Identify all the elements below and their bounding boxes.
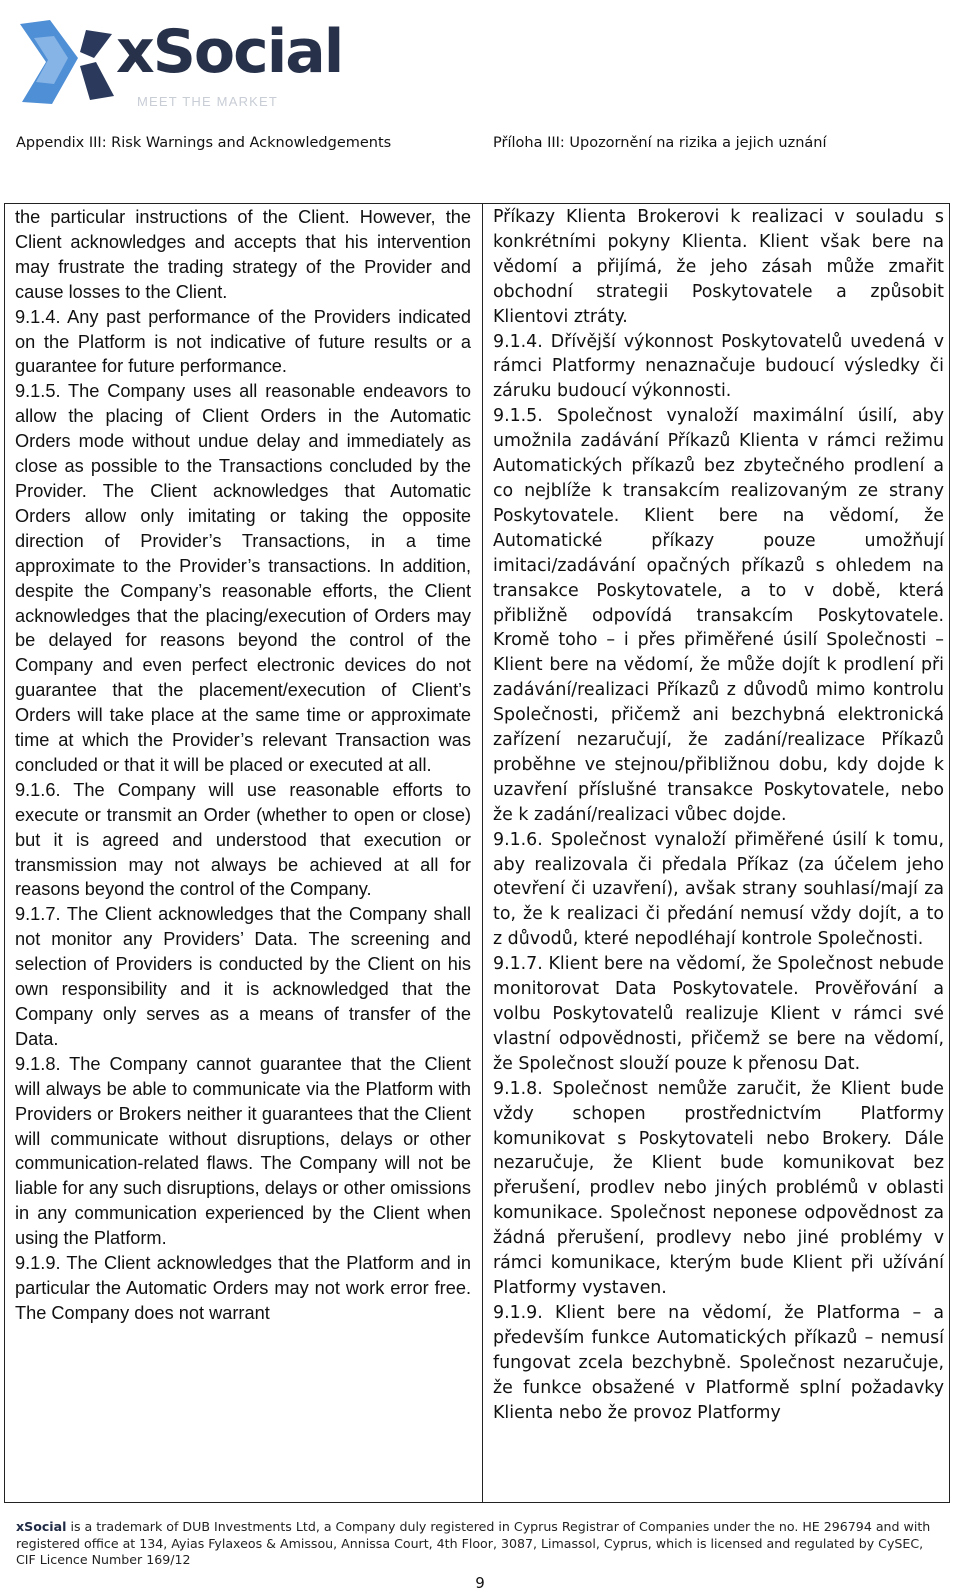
czech-paragraph: 9.1.9. Klient bere na vědomí, že Platforma – a především funkce Automatických příkazů – nemusí fungovat zcela bezchybně. Společnost nezaručuje, že funkce obsažené v Platformě splní požadavky Klienta nebo že provoz Platformy [493, 1302, 944, 1423]
logo-wordmark: xSocial [116, 17, 343, 87]
xsocial-logo [16, 18, 356, 108]
english-column [15, 205, 471, 1501]
english-paragraph: the particular instructions of the Client. However, the Client acknowledges and accepts that his intervention may frustrate the trading strategy of the Provider and cause losses to the Client. [15, 207, 471, 302]
english-paragraph: 9.1.4. Any past performance of the Providers indicated on the Platform is not indicative of future results or a guarantee for future performance. [15, 306, 471, 377]
czech-paragraph: Příkazy Klienta Brokerovi k realizaci v souladu s konkrétními pokyny Klienta. Klient však bere na vědomí a přijímá, že jeho zásah může zmařit obchodní strategii Poskytovatele a způsobit Klientovi ztráty. [493, 207, 944, 327]
english-paragraph: 9.1.7. The Client acknowledges that the Company shall not monitor any Providers’ Data. The screening and selection of Providers is conducted by the Client on his own responsibility and it is acknowledged that the Company only serves as a means of transfer of the Data. [15, 904, 471, 1049]
czech-paragraph: 9.1.6. Společnost vynaloží přiměřené úsilí k tomu, aby realizovala či předala Příkaz (za účelem jeho otevření či uzavření), avšak strany souhlasí/mají za to, že k realizaci či předání nemusí vždy dojít, a to z důvodů, které nepodléhají kontrole Společnosti. [493, 829, 944, 950]
czech-column [493, 205, 944, 1501]
footer-brand: xSocial [16, 1519, 67, 1534]
czech-paragraph: 9.1.4. Dřívější výkonnost Poskytovatelů uvedená v rámci Platformy nenaznačuje budoucí výsledky či záruku budoucí výkonnosti. [493, 331, 944, 402]
header-english-title: Appendix III: Risk Warnings and Acknowledgements [16, 135, 392, 151]
page-number: 9 [475, 1574, 485, 1592]
czech-paragraph: 9.1.5. Společnost vynaloží maximální úsilí, aby umožnila zadávání Příkazů Klienta v rámci režimu Automatických příkazů bez zbytečného prodlení a co nejblíže k transakcím realizovaným ze strany Poskytovatele. Klient bere na vědomí, že Automatické příkazy pouze umožňují imitaci/zadávání opačných příkazů s ohledem na transakce Poskytovatele, a to v době, která přibližně odpovídá transakcím Poskytovatele. Kromě toho – i přes přiměřené úsilí Společnosti – Klient bere na vědomí, že může dojít k prodlení při zadávání/realizaci Příkazů z důvodů mimo kontrolu Společnosti, přičemž ani bezchybná elektronická zařízení nezaručují, že zadání/realizace Příkazů proběhne ve stejnou/přibližnou dobu, kdy dojde k uzavření příslušné transakce Poskytovatele, nebo že k zadání/realizaci vůbec dojde. [493, 406, 944, 825]
column-divider [482, 203, 483, 1503]
footer-legal-notice [16, 1519, 936, 1569]
czech-paragraph: 9.1.7. Klient bere na vědomí, že Společnost nebude monitorovat Data Poskytovatele. Prověřování a volbu Poskytovatelů realizuje Klient v rámci své vlastní odpovědnosti, přičemž se bere na vědomí, že Společnost slouží pouze k přenosu Dat. [493, 954, 944, 1074]
footer-text: is a trademark of DUB Investments Ltd, a Company duly registered in Cyprus Registrar of Companies under the no. HE 296794 and with registered office at 134, Ayias Fylaxeos & Amissou, Annissa Court, 4th Floor, 3087, Limassol, Cyprus, which is licensed and regulated by CySEC, CIF Licence Number 169/12 [16, 1519, 931, 1567]
xsocial-logo-mark-icon [16, 18, 126, 108]
english-paragraph: 9.1.6. The Company will use reasonable efforts to execute or transmit an Order (whether to open or close) but it is agreed and understood that execution or transmission may not always be achieved at all for reasons beyond the control of the Company. [15, 779, 471, 900]
english-paragraph: 9.1.9. The Client acknowledges that the Platform and in particular the Automatic Orders may not work error free. The Company does not warrant [15, 1253, 471, 1323]
english-paragraph: 9.1.8. The Company cannot guarantee that the Client will always be able to communicate via the Platform with Providers or Brokers neither it guarantees that the Client will communicate without disruptions, delays or other communication-related flaws. The Company will not be liable for any such disruptions, delays or other omissions in any communication experienced by the Client when using the Platform. [15, 1053, 471, 1249]
czech-paragraph: 9.1.8. Společnost nemůže zaručit, že Klient bude vždy schopen prostřednictvím Platformy komunikovat s Poskytovateli nebo Brokery. Dále nezaručuje, že Klient bude komunikovat bez přerušení, prodlev nebo jiných problémů v oblasti komunikace. Společnost neponese odpovědnost za žádná přerušení, prodlevy nebo jiné problémy v rámci komunikace, kterým bude Klient při užívání Platformy vystaven. [493, 1078, 944, 1298]
english-paragraph: 9.1.5. The Company uses all reasonable endeavors to allow the placing of Client Orders in the Automatic Orders mode without undue delay and immediately as close as possible to the Transactions concluded by the Provider. The Client acknowledges that Automatic Orders allow only imitating or taking the opposite direction of Provider’s Transactions, in a time approximate to the Provider’s transactions. In addition, despite the Company’s reasonable efforts, the Client acknowledges that the placing/execution of Orders may be delayed for reasons beyond the control of the Company and even perfect electronic devices do not guarantee that the placement/execution of Client’s Orders will take place at the same time or approximate time at which the Provider’s relevant Transaction was concluded or that it will be placed or executed at all. [15, 381, 471, 775]
header-czech-title: Příloha III: Upozornění na rizika a jejich uznání [493, 135, 827, 151]
logo-tagline: MEET THE MARKET [137, 94, 279, 109]
